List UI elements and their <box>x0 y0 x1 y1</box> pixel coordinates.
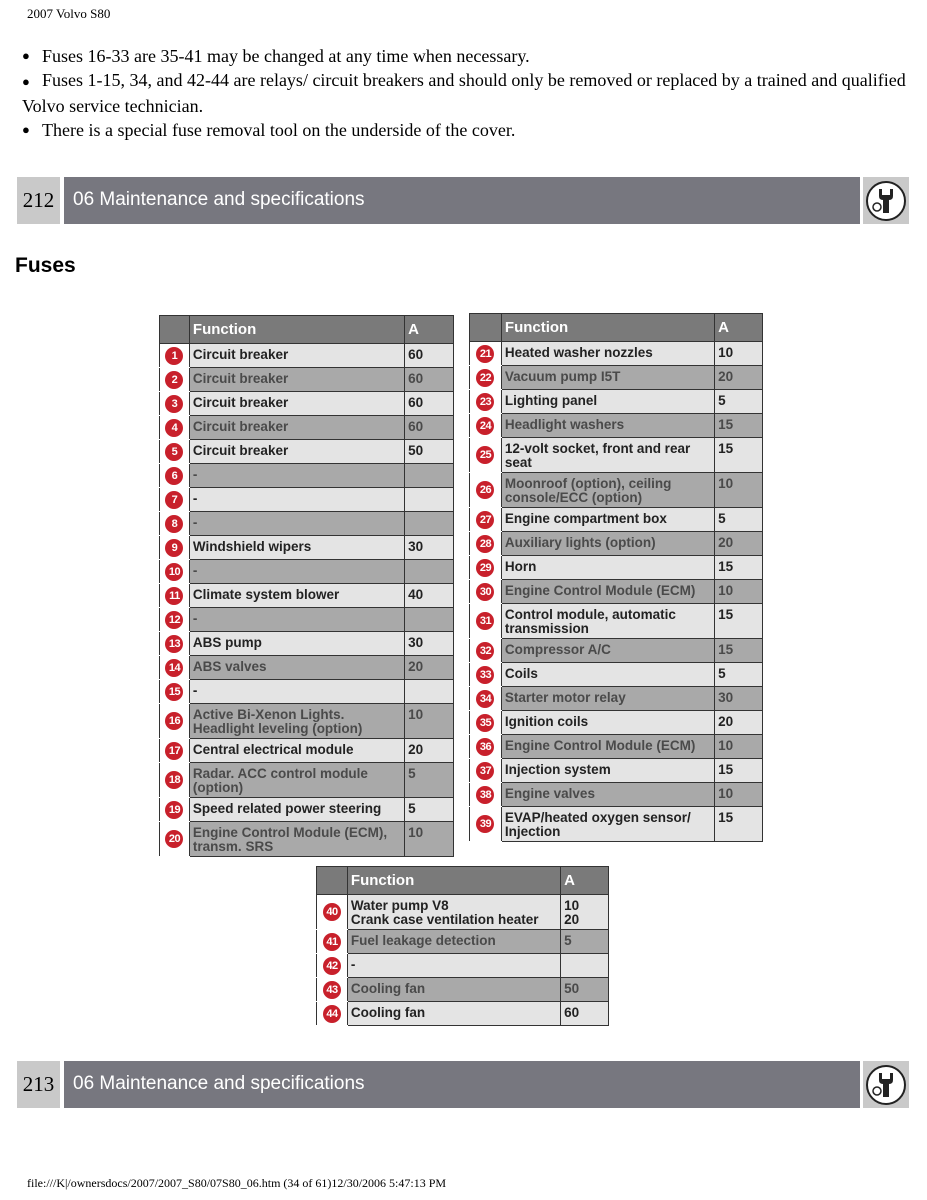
fuse-function: Circuit breaker <box>189 368 404 392</box>
fuse-function: - <box>189 464 404 488</box>
fuse-row <box>470 580 763 604</box>
fuse-number-cell <box>160 680 190 704</box>
fuse-number-cell <box>470 687 502 711</box>
fuse-row <box>160 368 454 392</box>
fuse-row <box>470 508 763 532</box>
fuse-function: - <box>347 954 560 978</box>
amps-header: A <box>715 314 763 342</box>
fuse-function: - <box>189 512 404 536</box>
fuse-amperage: 20 <box>715 532 763 556</box>
fuse-row <box>470 342 763 366</box>
fuse-row <box>160 344 454 368</box>
fuse-function: Injection system <box>501 759 714 783</box>
fuse-row <box>470 390 763 414</box>
fuse-amperage: 60 <box>405 344 454 368</box>
fuse-number-badge: 18 <box>165 771 183 789</box>
fuse-function: EVAP/heated oxygen sensor/ Injection <box>501 807 714 842</box>
fuse-number-badge: 11 <box>165 587 183 605</box>
fuse-amperage: 60 <box>405 368 454 392</box>
fuse-function: - <box>189 680 404 704</box>
fuse-number-cell <box>160 584 190 608</box>
fuse-amperage: 15 <box>715 414 763 438</box>
table-header-row <box>470 314 763 342</box>
fuse-row <box>470 735 763 759</box>
fuse-number-badge: 44 <box>323 1005 341 1023</box>
fuse-amperage: 15 <box>715 807 763 842</box>
fuse-amperage <box>405 680 454 704</box>
fuse-number-cell <box>160 488 190 512</box>
fuses-heading: Fuses <box>15 254 76 277</box>
fuse-number-cell <box>470 639 502 663</box>
note-text: Fuses 1-15, 34, and 42-44 are relays/ circuit breakers and should only be removed or replaced by a trained and qualified Volvo service technician. <box>22 70 906 116</box>
fuse-amperage: 10 <box>715 735 763 759</box>
fuse-function: Engine compartment box <box>501 508 714 532</box>
fuse-function: Circuit breaker <box>189 392 404 416</box>
fuse-number-badge: 41 <box>323 933 341 951</box>
badge-header <box>160 316 190 344</box>
fuse-number-cell <box>317 978 348 1002</box>
fuse-table-body <box>317 895 609 1026</box>
fuse-row <box>160 584 454 608</box>
amps-header: A <box>561 867 609 895</box>
fuse-row <box>160 512 454 536</box>
fuse-row <box>470 807 763 842</box>
fuse-number-badge: 15 <box>165 683 183 701</box>
note-item: ● Fuses 1-15, 34, and 42-44 are relays/ circuit breakers and should only be removed or replaced by a trained and qualified Volvo service technician. <box>22 70 906 116</box>
fuse-function: Headlight washers <box>501 414 714 438</box>
amps-header: A <box>405 316 454 344</box>
fuse-amperage: 15 <box>715 556 763 580</box>
fuse-amperage <box>405 488 454 512</box>
file-path-footer: file:///K|/ownersdocs/2007/2007_S80/07S80_06.htm (34 of 61)12/30/2006 5:47:13 PM <box>27 1176 447 1190</box>
fuse-function: Central electrical module <box>189 739 404 763</box>
fuse-amperage: 60 <box>405 392 454 416</box>
fuse-number-cell <box>160 763 190 798</box>
fuse-amperage: 60 <box>561 1002 609 1026</box>
function-header: Function <box>189 316 404 344</box>
fuse-number-cell <box>470 580 502 604</box>
fuse-number-badge: 32 <box>476 642 494 660</box>
fuse-row <box>160 739 454 763</box>
fuse-number-cell <box>470 783 502 807</box>
fuse-row <box>470 759 763 783</box>
fuse-number-badge: 22 <box>476 369 494 387</box>
fuse-function: Radar. ACC control module (option) <box>189 763 404 798</box>
fuse-number-badge: 23 <box>476 393 494 411</box>
fuse-number-badge: 20 <box>165 830 183 848</box>
fuse-amperage: 15 <box>715 604 763 639</box>
fuse-function: Engine Control Module (ECM) <box>501 735 714 759</box>
fuse-row <box>470 604 763 639</box>
fuse-row <box>160 416 454 440</box>
bullet-icon: ● <box>22 122 30 137</box>
fuse-number-cell <box>160 368 190 392</box>
fuse-number-cell <box>160 440 190 464</box>
fuse-row <box>160 763 454 798</box>
fuse-amperage: 5 <box>715 663 763 687</box>
fuse-function: Horn <box>501 556 714 580</box>
fuse-row <box>160 560 454 584</box>
fuse-function: Cooling fan <box>347 978 560 1002</box>
fuse-function: - <box>189 488 404 512</box>
fuse-row <box>160 798 454 822</box>
fuse-number-badge: 4 <box>165 419 183 437</box>
page-number: 213 <box>17 1061 60 1108</box>
page-number: 212 <box>17 177 60 224</box>
fuse-amperage: 10 <box>715 342 763 366</box>
fuse-number-badge: 5 <box>165 443 183 461</box>
fuse-amperage: 30 <box>715 687 763 711</box>
fuse-number-badge: 3 <box>165 395 183 413</box>
fuse-function: Starter motor relay <box>501 687 714 711</box>
fuse-row <box>160 656 454 680</box>
fuse-number-badge: 2 <box>165 371 183 389</box>
fuse-function: Windshield wipers <box>189 536 404 560</box>
fuse-number-cell <box>160 464 190 488</box>
fuse-function: Water pump V8 Crank case ventilation heater <box>347 895 560 930</box>
fuse-number-cell <box>470 735 502 759</box>
fuse-number-cell <box>160 344 190 368</box>
service-icon-box[interactable] <box>863 177 909 224</box>
fuse-amperage: 20 <box>715 711 763 735</box>
fuse-amperage: 20 <box>715 366 763 390</box>
section-title: 06 Maintenance and specifications <box>64 1061 860 1108</box>
fuse-function: Ignition coils <box>501 711 714 735</box>
fuse-row <box>160 608 454 632</box>
fuse-number-badge: 24 <box>476 417 494 435</box>
fuse-function: ABS valves <box>189 656 404 680</box>
fuse-amperage: 15 <box>715 639 763 663</box>
fuse-amperage: 20 <box>405 739 454 763</box>
fuse-function: Circuit breaker <box>189 344 404 368</box>
fuse-row <box>160 536 454 560</box>
fuse-number-badge: 9 <box>165 539 183 557</box>
fuse-number-cell <box>470 342 502 366</box>
fuse-row <box>317 895 609 930</box>
fuse-number-cell <box>160 704 190 739</box>
fuse-number-badge: 21 <box>476 345 494 363</box>
note-text: Fuses 16-33 are 35-41 may be changed at any time when necessary. <box>42 46 530 66</box>
fuse-number-cell <box>470 604 502 639</box>
fuse-amperage: 50 <box>561 978 609 1002</box>
fuse-number-badge: 37 <box>476 762 494 780</box>
fuse-number-badge: 30 <box>476 583 494 601</box>
fuse-table-body <box>160 344 454 857</box>
fuse-number-cell <box>160 536 190 560</box>
document-header: 2007 Volvo S80 <box>27 6 111 21</box>
fuse-number-badge: 25 <box>476 446 494 464</box>
fuse-number-cell <box>317 930 348 954</box>
fuse-number-badge: 28 <box>476 535 494 553</box>
fuse-number-cell <box>470 532 502 556</box>
fuse-row <box>160 704 454 739</box>
fuse-number-badge: 26 <box>476 481 494 499</box>
fuse-amperage: 10 <box>405 822 454 857</box>
fuse-amperage <box>405 608 454 632</box>
table-header-row <box>317 867 609 895</box>
fuse-number-badge: 13 <box>165 635 183 653</box>
fuse-amperage: 30 <box>405 536 454 560</box>
fuse-function: Speed related power steering <box>189 798 404 822</box>
fuse-table-1 <box>159 315 454 857</box>
fuse-amperage: 10 <box>715 783 763 807</box>
wrench-service-icon <box>863 1061 909 1108</box>
fuse-amperage: 60 <box>405 416 454 440</box>
fuse-number-badge: 19 <box>165 801 183 819</box>
fuse-function: Active Bi-Xenon Lights. Headlight leveling (option) <box>189 704 404 739</box>
fuse-function: Fuel leakage detection <box>347 930 560 954</box>
fuse-function: - <box>189 560 404 584</box>
fuse-function: Engine valves <box>501 783 714 807</box>
fuse-number-badge: 40 <box>323 903 341 921</box>
fuse-number-cell <box>470 759 502 783</box>
badge-header <box>317 867 348 895</box>
fuse-table-3 <box>316 866 609 1026</box>
fuse-row <box>470 414 763 438</box>
fuse-amperage <box>405 464 454 488</box>
fuse-function: Climate system blower <box>189 584 404 608</box>
fuse-number-badge: 27 <box>476 511 494 529</box>
fuse-number-cell <box>470 663 502 687</box>
fuse-number-cell <box>160 560 190 584</box>
fuse-number-cell <box>160 632 190 656</box>
fuse-amperage: 10 <box>715 473 763 508</box>
fuse-amperage: 20 <box>405 656 454 680</box>
fuse-amperage: 10 <box>405 704 454 739</box>
fuse-row <box>470 639 763 663</box>
fuse-function: Auxiliary lights (option) <box>501 532 714 556</box>
fuse-amperage: 10 20 <box>561 895 609 930</box>
fuse-number-badge: 16 <box>165 712 183 730</box>
note-text: There is a special fuse removal tool on the underside of the cover. <box>42 120 516 140</box>
fuse-row <box>160 392 454 416</box>
fuse-row <box>160 822 454 857</box>
fuse-number-cell <box>160 416 190 440</box>
fuse-function: Circuit breaker <box>189 416 404 440</box>
fuse-number-cell <box>470 414 502 438</box>
fuse-table-body <box>470 342 763 842</box>
fuse-number-badge: 36 <box>476 738 494 756</box>
fuse-row <box>470 556 763 580</box>
fuse-amperage: 5 <box>561 930 609 954</box>
fuse-number-badge: 8 <box>165 515 183 533</box>
fuse-amperage: 5 <box>405 798 454 822</box>
badge-header <box>470 314 502 342</box>
fuse-amperage: 5 <box>405 763 454 798</box>
fuse-function: Cooling fan <box>347 1002 560 1026</box>
section-bar-213 <box>17 1061 909 1108</box>
fuse-number-badge: 43 <box>323 981 341 999</box>
fuse-row <box>470 663 763 687</box>
fuse-row <box>160 488 454 512</box>
service-icon-box[interactable] <box>863 1061 909 1108</box>
fuse-row <box>317 978 609 1002</box>
section-bar-212 <box>17 177 909 224</box>
fuse-number-badge: 39 <box>476 815 494 833</box>
fuse-number-cell <box>160 608 190 632</box>
fuse-row <box>470 473 763 508</box>
fuse-row <box>470 711 763 735</box>
fuse-function: Heated washer nozzles <box>501 342 714 366</box>
fuse-number-cell <box>470 508 502 532</box>
fuse-row <box>470 687 763 711</box>
fuse-amperage: 15 <box>715 438 763 473</box>
fuse-function: Engine Control Module (ECM) <box>501 580 714 604</box>
fuse-number-badge: 35 <box>476 714 494 732</box>
fuse-number-cell <box>470 366 502 390</box>
fuse-number-cell <box>160 392 190 416</box>
fuse-number-badge: 7 <box>165 491 183 509</box>
fuse-number-cell <box>470 473 502 508</box>
fuse-function: Control module, automatic transmission <box>501 604 714 639</box>
fuse-row <box>470 532 763 556</box>
fuse-number-badge: 34 <box>476 690 494 708</box>
fuse-function: Lighting panel <box>501 390 714 414</box>
fuse-number-badge: 14 <box>165 659 183 677</box>
fuse-function: 12-volt socket, front and rear seat <box>501 438 714 473</box>
fuse-number-badge: 29 <box>476 559 494 577</box>
table-header-row <box>160 316 454 344</box>
fuse-number-cell <box>470 556 502 580</box>
fuse-number-cell <box>317 895 348 930</box>
fuse-table-2 <box>469 313 763 842</box>
fuse-number-cell <box>317 1002 348 1026</box>
fuse-notes <box>22 44 912 142</box>
fuse-row <box>470 783 763 807</box>
fuse-number-cell <box>160 512 190 536</box>
note-item <box>22 118 912 142</box>
fuse-number-cell <box>160 739 190 763</box>
fuse-number-badge: 42 <box>323 957 341 975</box>
fuse-row <box>317 930 609 954</box>
fuse-amperage <box>405 512 454 536</box>
fuse-row <box>317 954 609 978</box>
fuse-function: - <box>189 608 404 632</box>
section-title: 06 Maintenance and specifications <box>64 177 860 224</box>
fuse-number-cell <box>470 390 502 414</box>
fuse-amperage: 40 <box>405 584 454 608</box>
fuse-amperage: 50 <box>405 440 454 464</box>
fuse-number-cell <box>470 807 502 842</box>
fuse-function: ABS pump <box>189 632 404 656</box>
fuse-number-cell <box>160 798 190 822</box>
fuse-row <box>160 632 454 656</box>
fuse-number-cell <box>317 954 348 978</box>
wrench-service-icon <box>863 177 909 224</box>
fuse-amperage <box>561 954 609 978</box>
fuse-amperage: 15 <box>715 759 763 783</box>
fuse-number-badge: 10 <box>165 563 183 581</box>
fuse-amperage: 5 <box>715 508 763 532</box>
fuse-row <box>317 1002 609 1026</box>
fuse-number-badge: 12 <box>165 611 183 629</box>
fuse-number-badge: 31 <box>476 612 494 630</box>
fuse-row <box>160 680 454 704</box>
fuse-number-badge: 17 <box>165 742 183 760</box>
fuse-function: Engine Control Module (ECM), transm. SRS <box>189 822 404 857</box>
fuse-amperage <box>405 560 454 584</box>
fuse-row <box>160 440 454 464</box>
fuse-number-badge: 1 <box>165 347 183 365</box>
fuse-row <box>470 366 763 390</box>
fuse-function: Moonroof (option), ceiling console/ECC (option) <box>501 473 714 508</box>
fuse-function: Vacuum pump I5T <box>501 366 714 390</box>
fuse-function: Coils <box>501 663 714 687</box>
fuse-number-cell <box>160 656 190 680</box>
fuse-row <box>470 438 763 473</box>
function-header: Function <box>347 867 560 895</box>
function-header: Function <box>501 314 714 342</box>
fuse-number-cell <box>470 711 502 735</box>
fuse-amperage: 30 <box>405 632 454 656</box>
fuse-function: Circuit breaker <box>189 440 404 464</box>
fuse-number-badge: 33 <box>476 666 494 684</box>
fuse-row <box>160 464 454 488</box>
fuse-number-cell <box>470 438 502 473</box>
fuse-number-badge: 6 <box>165 467 183 485</box>
note-item <box>22 44 912 68</box>
bullet-icon: ● <box>22 48 30 63</box>
fuse-amperage: 10 <box>715 580 763 604</box>
fuse-number-badge: 38 <box>476 786 494 804</box>
fuse-number-cell <box>160 822 190 857</box>
fuse-function: Compressor A/C <box>501 639 714 663</box>
fuse-amperage: 5 <box>715 390 763 414</box>
